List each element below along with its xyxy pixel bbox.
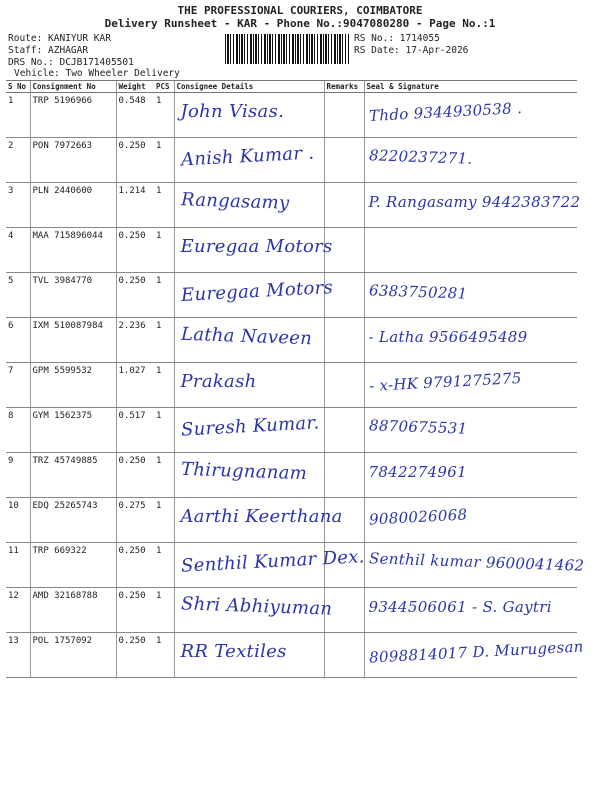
seal-handwriting: 8098814017 D. Murugesan <box>368 637 584 667</box>
vehicle-label: Vehicle: Two Wheeler Delivery <box>14 68 180 79</box>
consignee-signature-cell <box>174 318 324 363</box>
pcs-cell: 1 <box>154 543 174 588</box>
table-row <box>6 588 577 633</box>
seal-signature-cell <box>364 93 577 138</box>
sno-cell: 12 <box>6 588 30 633</box>
table-row <box>6 363 577 408</box>
consignee-handwriting: Prakash <box>180 371 257 392</box>
seal-signature-cell <box>364 588 577 633</box>
seal-handwriting: 8870675531 <box>368 416 468 438</box>
seal-handwriting: 6383750281 <box>368 281 468 303</box>
sno-cell: 2 <box>6 138 30 183</box>
pcs-cell: 1 <box>154 228 174 273</box>
table-body <box>6 93 585 678</box>
pcs-cell: 1 <box>154 318 174 363</box>
remarks-cell <box>324 183 364 228</box>
weight-cell: 2.236 <box>116 318 154 363</box>
seal-signature-cell <box>364 453 577 498</box>
table-row <box>6 138 577 183</box>
consignment-cell: GPM 5599532 <box>30 363 116 408</box>
consignee-signature-cell <box>174 273 334 318</box>
seal-signature-cell <box>364 138 577 183</box>
seal-signature-cell <box>364 498 577 543</box>
sno-cell: 11 <box>6 543 30 588</box>
consignee-signature-cell <box>174 93 324 138</box>
seal-signature-cell <box>364 273 577 318</box>
weight-cell: 0.250 <box>116 453 154 498</box>
pcs-cell: 1 <box>154 498 174 543</box>
seal-signature-cell <box>364 183 581 228</box>
sno-cell: 10 <box>6 498 30 543</box>
seal-signature-cell <box>364 543 585 588</box>
rs-number: RS No.: 1714055 <box>354 33 440 44</box>
pcs-cell: 1 <box>154 138 174 183</box>
col-consignee: Consignee Details <box>174 81 324 93</box>
consignment-cell: TVL 3984770 <box>30 273 116 318</box>
seal-signature-cell <box>364 633 584 678</box>
weight-cell: 0.250 <box>116 588 154 633</box>
table-header-row <box>6 81 577 93</box>
weight-cell: 0.250 <box>116 273 154 318</box>
pcs-cell: 1 <box>154 93 174 138</box>
seal-handwriting: 9344506061 - S. Gaytri <box>368 598 552 616</box>
consignee-signature-cell <box>174 543 365 588</box>
consignment-cell: PLN 2440600 <box>30 183 116 228</box>
remarks-cell <box>324 363 364 408</box>
remarks-cell <box>324 453 364 498</box>
consignee-signature-cell <box>174 138 324 183</box>
seal-handwriting: 9080026068 <box>368 505 468 529</box>
seal-handwriting: 7842274961 <box>368 463 467 481</box>
remarks-cell <box>324 93 364 138</box>
sno-cell: 3 <box>6 183 30 228</box>
weight-cell: 0.275 <box>116 498 154 543</box>
drs-number: DRS No.: DCJB171405501 <box>8 57 134 68</box>
consignee-handwriting: Thirugnanam <box>180 458 307 485</box>
barcode <box>225 34 349 64</box>
consignment-cell: EDQ 25265743 <box>30 498 116 543</box>
consignee-signature-cell <box>174 633 324 678</box>
weight-cell: 1.214 <box>116 183 154 228</box>
seal-handwriting: 8220237271. <box>368 146 473 168</box>
sno-cell: 7 <box>6 363 30 408</box>
consignee-handwriting: Anish Kumar . <box>180 142 315 171</box>
sno-cell: 6 <box>6 318 30 363</box>
sno-cell: 9 <box>6 453 30 498</box>
pcs-cell: 1 <box>154 273 174 318</box>
table-row <box>6 318 577 363</box>
consignment-cell: TRZ 45749885 <box>30 453 116 498</box>
consignee-handwriting: Rangasamy <box>180 189 290 214</box>
consignee-handwriting: RR Textiles <box>180 641 287 662</box>
runsheet-table <box>6 80 585 678</box>
consignee-handwriting: Aarthi Keerthana <box>180 506 343 527</box>
company-title: THE PROFESSIONAL COURIERS, COIMBATORE <box>177 4 423 17</box>
consignee-handwriting: John Visas. <box>180 101 285 122</box>
staff-label: Staff: AZHAGAR <box>8 45 89 56</box>
sno-cell: 13 <box>6 633 30 678</box>
consignee-handwriting: Euregaa Motors <box>180 236 333 257</box>
table-row <box>6 93 577 138</box>
seal-handwriting: Senthil kumar 9600041462 <box>368 549 585 575</box>
consignee-signature-cell <box>174 453 324 498</box>
remarks-cell <box>324 318 364 363</box>
pcs-cell: 1 <box>154 453 174 498</box>
seal-handwriting: - x-HK 9791275275 <box>368 369 522 395</box>
sno-cell: 1 <box>6 93 30 138</box>
sno-cell: 8 <box>6 408 30 453</box>
weight-cell: 0.250 <box>116 633 154 678</box>
consignment-cell: TRP 669322 <box>30 543 116 588</box>
consignee-handwriting: Senthil Kumar Dex. <box>180 546 365 577</box>
seal-handwriting: Thdo 9344930538 . <box>368 99 523 125</box>
consignee-signature-cell <box>174 183 324 228</box>
pcs-cell: 1 <box>154 588 174 633</box>
consignment-cell: POL 1757092 <box>30 633 116 678</box>
col-consignment: Consignment No <box>30 81 116 93</box>
weight-cell: 0.250 <box>116 543 154 588</box>
rs-date: RS Date: 17-Apr-2026 <box>354 45 469 56</box>
consignment-cell: PON 7972663 <box>30 138 116 183</box>
weight-cell: 0.548 <box>116 93 154 138</box>
remarks-cell <box>324 408 364 453</box>
pcs-cell: 1 <box>154 633 174 678</box>
table-row <box>6 408 577 453</box>
seal-signature-cell <box>364 318 577 363</box>
pcs-cell: 1 <box>154 183 174 228</box>
table-row <box>6 453 577 498</box>
table-row <box>6 633 577 678</box>
consignee-handwriting: Shri Abhiyuman <box>180 593 333 620</box>
weight-cell: 0.250 <box>116 228 154 273</box>
consignee-signature-cell <box>174 588 333 633</box>
col-seal: Seal & Signature <box>364 81 577 93</box>
route-label: Route: KANIYUR KAR <box>8 33 111 44</box>
table-row <box>6 543 577 588</box>
pcs-cell: 1 <box>154 363 174 408</box>
table-row <box>6 273 577 318</box>
weight-cell: 0.517 <box>116 408 154 453</box>
weight-cell: 1.027 <box>116 363 154 408</box>
table-row <box>6 498 577 543</box>
seal-handwriting: P. Rangasamy 9442383722 <box>368 193 581 211</box>
table-row <box>6 183 577 228</box>
consignment-cell: IXM 510087984 <box>30 318 116 363</box>
seal-signature-cell <box>364 228 577 273</box>
consignee-handwriting: Euregaa Motors <box>180 277 334 306</box>
remarks-cell <box>324 633 364 678</box>
seal-signature-cell <box>364 363 577 408</box>
seal-signature-cell <box>364 408 577 453</box>
consignment-cell: AMD 32168788 <box>30 588 116 633</box>
sno-cell: 4 <box>6 228 30 273</box>
consignee-signature-cell <box>174 363 324 408</box>
consignee-signature-cell <box>174 498 343 543</box>
consignee-handwriting: Suresh Kumar. <box>180 412 320 441</box>
remarks-cell <box>324 138 364 183</box>
col-remarks: Remarks <box>324 81 364 93</box>
col-pcs: PCS <box>154 81 174 93</box>
consignment-cell: GYM 1562375 <box>30 408 116 453</box>
table-row <box>6 228 577 273</box>
consignee-handwriting: Latha Naveen <box>180 323 312 350</box>
pcs-cell: 1 <box>154 408 174 453</box>
consignment-cell: TRP 5196966 <box>30 93 116 138</box>
col-weight: Weight <box>116 81 154 93</box>
consignee-signature-cell <box>174 228 333 273</box>
consignee-signature-cell <box>174 408 324 453</box>
runsheet-title: Delivery Runsheet - KAR - Phone No.:9047080280 - Page No.:1 <box>104 17 496 30</box>
weight-cell: 0.250 <box>116 138 154 183</box>
sno-cell: 5 <box>6 273 30 318</box>
consignment-cell: MAA 715896044 <box>30 228 116 273</box>
col-sno: S No <box>6 81 30 93</box>
seal-handwriting: - Latha 9566495489 <box>368 328 528 346</box>
